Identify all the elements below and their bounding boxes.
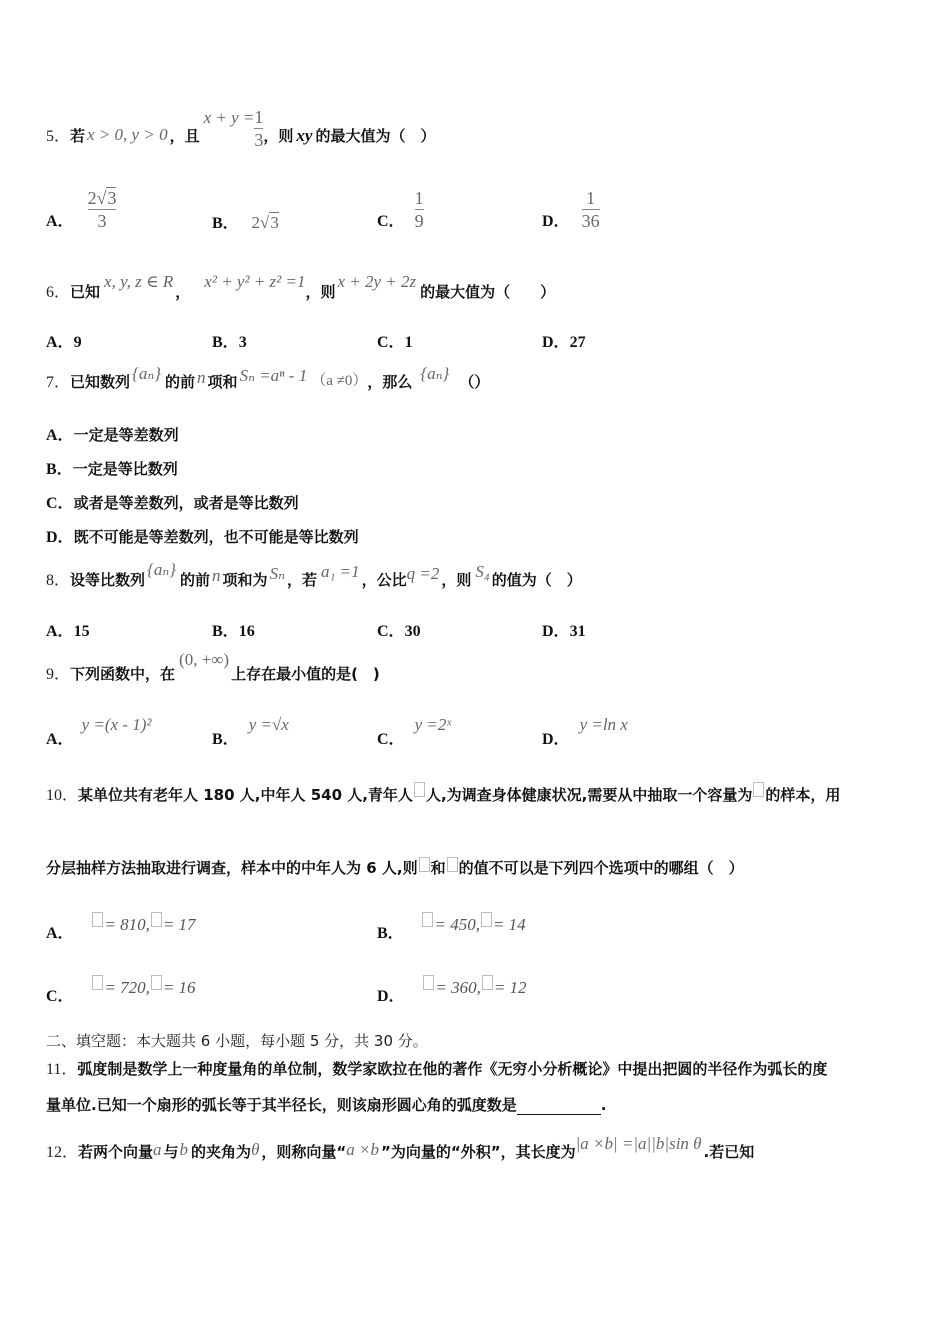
option-b[interactable]: B．16 [212, 623, 255, 640]
question-10-line-1: 10．某单位共有老年人 180 人,中年人 540 人,青年人 人,为调查身体健康状况,需要从中抽取一个容量为 的样本，用 [46, 782, 840, 805]
option-c[interactable]: C．1 [377, 334, 413, 351]
section-heading: 二、填空题：本大题共 6 小题，每小题 5 分，共 30 分。 [46, 1032, 428, 1050]
question-9-stem: 9． 下列函数中，在 (0, +∞) 上存在最小值的是( ) [46, 650, 380, 683]
option-a[interactable]: A．15 [46, 623, 90, 640]
option-c[interactable]: C．y =2ˣ [377, 715, 452, 748]
option-a[interactable]: A．9 [46, 334, 82, 351]
option-d[interactable]: D．既不可能是等差数列，也不可能是等比数列 [46, 528, 359, 546]
missing-glyph-box [753, 782, 764, 797]
question-8-stem: 8． 设等比数列 {aₙ} 的前 n 项和为 Sₙ ，若 a₁ =1 ，公比 q =2 ，则 S₄ 的值为（ ） [46, 560, 582, 589]
question-10-option-c[interactable]: C． = 720, = 16 [46, 975, 196, 998]
option-d[interactable]: D． $\frac{1}{36}$ [542, 188, 600, 231]
question-10-option-d[interactable]: D． = 360, = 12 [377, 975, 527, 998]
question-10-line-2: 分层抽样方法抽取进行调查，样本中的中年人为 6 人,则 和 的值不可以是下列四个选项中的哪组（ ） [46, 859, 744, 877]
question-11-line-1: 11．弧度制是数学上一种度量角的单位制，数学家欧拉在他的著作《无穷小分析概论》中提出把圆的半径作为弧长的度 [46, 1060, 828, 1078]
option-a[interactable]: A．y =(x - 1)² [46, 715, 152, 748]
question-10-option-b[interactable]: B． = 450, = 14 [377, 912, 526, 935]
question-number: 7． [46, 374, 71, 391]
option-d[interactable]: D．27 [542, 334, 586, 351]
option-b[interactable]: B．y =√x [212, 715, 289, 748]
option-d[interactable]: D．y =ln x [542, 715, 628, 748]
question-6-stem: 6． 已知 x, y, z ∈ R ， x² + y² + z² =1 ，则 x + 2y + 2z 的最大值为（ ） [46, 272, 556, 301]
option-b[interactable]: B．3 [212, 334, 247, 351]
option-c[interactable]: C． $\frac{1}{9}$ [377, 188, 424, 231]
question-11-line-2: 量单位.已知一个扇形的弧长等于其半径长，则该扇形圆心角的弧度数是 . [46, 1096, 607, 1114]
missing-glyph-box [447, 857, 458, 872]
question-number: 5． [46, 128, 71, 145]
question-number: 12． [46, 1144, 79, 1161]
question-5-stem: 5． 若 x > 0, y > 0 ，且 x + y = $\frac{1}{3}$ ，则 xy 的最大值为（ ） [46, 107, 436, 150]
question-number: 6． [46, 284, 71, 301]
question-7-stem: 7． 已知数列 {aₙ} 的前 n 项和 Sₙ =aⁿ - 1 （a ≠0） ，那么 {aₙ} （） [46, 364, 490, 391]
option-a[interactable]: A． $\frac{2√3}{3}$ [46, 188, 117, 231]
question-number: 8． [46, 572, 71, 589]
question-10-option-a[interactable]: A． = 810, = 17 [46, 912, 196, 935]
option-c[interactable]: C．30 [377, 623, 421, 640]
missing-glyph-box [419, 857, 430, 872]
equation-lhs: x + y = [203, 108, 255, 127]
option-c[interactable]: C．或者是等差数列，或者是等比数列 [46, 494, 299, 512]
option-d[interactable]: D．31 [542, 623, 586, 640]
question-12-stem: 12． 若两个向量 a 与 b 的夹角为 θ ，则称向量“ a ×b ”为向量的“外积”，其长度为 |a ×b| =|a||b|sin θ .若已知 [46, 1134, 755, 1161]
option-b[interactable]: B．一定是等比数列 [46, 460, 178, 478]
question-number: 9． [46, 666, 71, 683]
question-5-options [46, 188, 626, 238]
question-number: 10． [46, 787, 79, 804]
missing-glyph-box [414, 782, 425, 797]
option-b[interactable]: B． 2√3 [212, 213, 279, 232]
fraction-one-third: $\frac{1}{3}$ [254, 107, 264, 150]
question-9-options [46, 712, 666, 748]
option-a[interactable]: A．一定是等差数列 [46, 426, 179, 444]
condition-math: x > 0, y > 0 [87, 125, 168, 144]
answer-blank[interactable] [517, 1100, 601, 1115]
question-number: 11． [46, 1061, 78, 1078]
